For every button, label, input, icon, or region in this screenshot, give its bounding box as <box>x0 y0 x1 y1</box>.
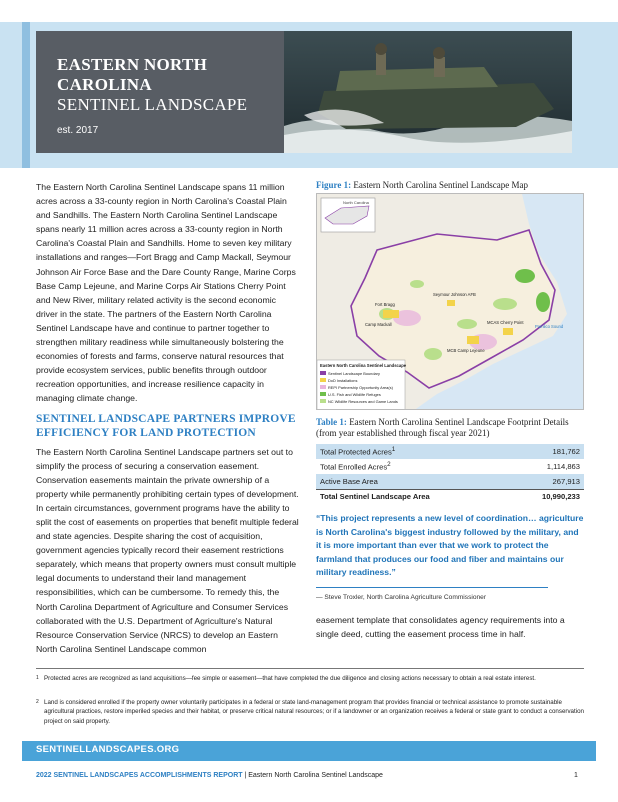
table-cell-value: 181,762 <box>509 444 584 459</box>
legend-label-dod: DoD Installations <box>328 378 358 383</box>
map-label-seymour-johnson: Seymour Johnson AFB <box>433 292 476 297</box>
table-cell-value: 1,114,863 <box>546 462 580 471</box>
footer-separator: | <box>242 772 249 779</box>
section-heading: SENTINEL LANDSCAPE PARTNERS IMPROVE EFFICIENCY FOR LAND PROTECTION <box>36 412 296 439</box>
section-paragraph: The Eastern North Carolina Sentinel Landscape partners set out to simplify the process of securing a conservation easement. Conservation easements maintain the private ownership of a property while permanently prohibiting certain types of development. In certain circumstances, government programs have the ability to split the cost of easements on properties that benefit multiple federal and state agencies. Despite sharing the cost of acquisition, government agencies typically record their easement restrictions separately, which means that property owners must consult multiple legal documents to understand their land management responsibilities, which can be cumbersome. To remedy this, the North Carolina Department of Agriculture and Consumer Services collaborated with the U.S. Department of Agriculture's Natural Resource Conservation Service (NRCS) to develop an Eastern North Carolina Sentinel Landscape common <box>36 446 299 654</box>
footnote-1-text: Protected acres are recognized as land acquisitions—fee simple or easement—that have completed the due diligence and closing actions necessary to obtain a real estate interest. <box>44 675 536 682</box>
table-cell-value: 10,990,233 <box>509 489 584 504</box>
sentinel-landscape-map <box>316 193 584 410</box>
table-cell-label: Total Enrolled Acres$^2$ <box>320 461 391 472</box>
footprint-table <box>316 444 584 504</box>
footnote-1 <box>36 674 584 683</box>
map-legend-title: Eastern North Carolina Sentinel Landscape <box>320 363 407 368</box>
legend-swatch-dod <box>320 378 326 382</box>
figure-label: Figure 1: <box>316 180 352 190</box>
continuation-paragraph: easement template that consolidates agency requirements into a single deed, cutting the easement process time in half. <box>316 614 565 639</box>
table-row-total <box>316 489 584 504</box>
legend-label-repi: REPI Partnership Opportunity Area(s) <box>328 385 393 390</box>
table-caption-text: Eastern North Carolina Sentinel Landscape Footprint Details (from year established through fiscal year 2021) <box>316 417 569 438</box>
table-cell-label: Total Protected Acres$^1$ <box>316 444 509 459</box>
header-accent-stripe <box>22 22 30 168</box>
table-cell-label: Total Sentinel Landscape Area <box>316 489 509 504</box>
table-caption <box>316 417 584 439</box>
footer-website-link[interactable]: SENTINELLANDSCAPES.ORG <box>36 744 180 755</box>
right-column <box>316 180 584 641</box>
map-label-pamlico-sound: Pamlico Sound <box>535 324 564 329</box>
legend-swatch-gamelands <box>320 399 326 403</box>
figure-caption-text: Eastern North Carolina Sentinel Landscape Map <box>351 180 529 190</box>
footnote-divider <box>36 668 584 669</box>
header-title-line1: EASTERN NORTH <box>57 55 208 74</box>
footer-report-title: 2022 SENTINEL LANDSCAPES ACCOMPLISHMENTS REPORT <box>36 772 243 779</box>
table-label: Table 1: <box>316 417 347 427</box>
footnote-1-number: 1 <box>36 675 39 681</box>
footnote-2-number: 2 <box>36 699 39 705</box>
amphibious-vehicle-photo-icon <box>284 31 572 153</box>
page-number: 1 <box>574 772 578 779</box>
intro-paragraph: The Eastern North Carolina Sentinel Landscape spans 11 million acres across a 33-county region in North Carolina's Coastal Plain and Sandhills. The Eastern North Carolina Sentinel Landscape spans nearly 11 million acres across a 33-county region in North Carolina's Coastal Plain and Sandhills. Home to seven key military installations and ranges—Fort Bragg and Camp Mackall, Seymour Johnson Air Force Base and the Dare County Range, Marine Corps Base Camp Lejeune, and Marine Corps Air Stations Cherry Point and New River, military related activity is the second economic driver in the state. The partners of the Eastern North Carolina Sentinel Landscape have and continue to partner together to strengthen military readiness while simultaneously bolstering the economies of forests and farms, conserve natural resources that provide ecosystem services, public benefits through outdoor recreation opportunities, and increase resilience capacity in managing climate change. <box>36 182 296 404</box>
header-photo-amphibious-vehicle <box>284 31 572 153</box>
pull-quote: “This project represents a new level of coordination… agriculture is North Carolina's biggest industry followed by the military, and it is more important than ever that we work to protect the farmland that produces our food and fiber and maintains our military readiness.” <box>316 513 584 577</box>
legend-label-gamelands: NC Wildlife Resources and Game Lands <box>328 399 398 404</box>
header-established: est. 2017 <box>57 125 99 136</box>
map-label-cherry-point: MCAS Cherry Point <box>487 320 524 325</box>
table-row <box>316 474 584 489</box>
footer-report-line <box>36 772 584 779</box>
header-title-line3: SENTINEL LANDSCAPE <box>57 95 248 114</box>
map-label-fort-bragg: Fort Bragg <box>375 302 395 307</box>
figure-caption <box>316 180 584 190</box>
nc-map-graphic <box>317 194 584 410</box>
legend-swatch-boundary <box>320 371 326 375</box>
legend-swatch-refuges <box>320 392 326 396</box>
map-label-camp-mackall: Camp Mackall <box>365 322 392 327</box>
map-inset-label: North Carolina <box>343 200 369 205</box>
quote-attribution: — Steve Troxler, North Carolina Agriculture Commissioner <box>316 593 487 601</box>
table-cell-value: 267,913 <box>509 474 584 489</box>
legend-label-refuges: U.S. Fish and Wildlife Refuges <box>328 392 381 397</box>
legend-swatch-repi <box>320 385 326 389</box>
quote-divider <box>316 587 548 588</box>
map-label-camp-lejeune: MCB Camp Lejeune <box>447 348 485 353</box>
footnote-2 <box>36 698 584 726</box>
table-row <box>316 459 584 474</box>
header-title-line2: CAROLINA <box>57 75 152 94</box>
header-title-block <box>36 31 284 153</box>
footer-subtitle: Eastern North Carolina Sentinel Landscape <box>248 772 383 779</box>
table-row <box>316 444 584 459</box>
legend-label-boundary: Sentinel Landscape Boundary <box>328 371 380 376</box>
footnote-2-text: Land is considered enrolled if the property owner voluntarily participates in a federal or state land-management program that provides financial or technical assistance to promote sustainable agricultural practices, restore imperiled species and their habitat, or preserve critical natural resources; or if a landowner or an organization receives a federal or state grant to conduct a conservation project on said property. <box>44 699 584 725</box>
table-cell-label: Active Base Area <box>316 474 509 489</box>
left-column <box>36 180 300 656</box>
